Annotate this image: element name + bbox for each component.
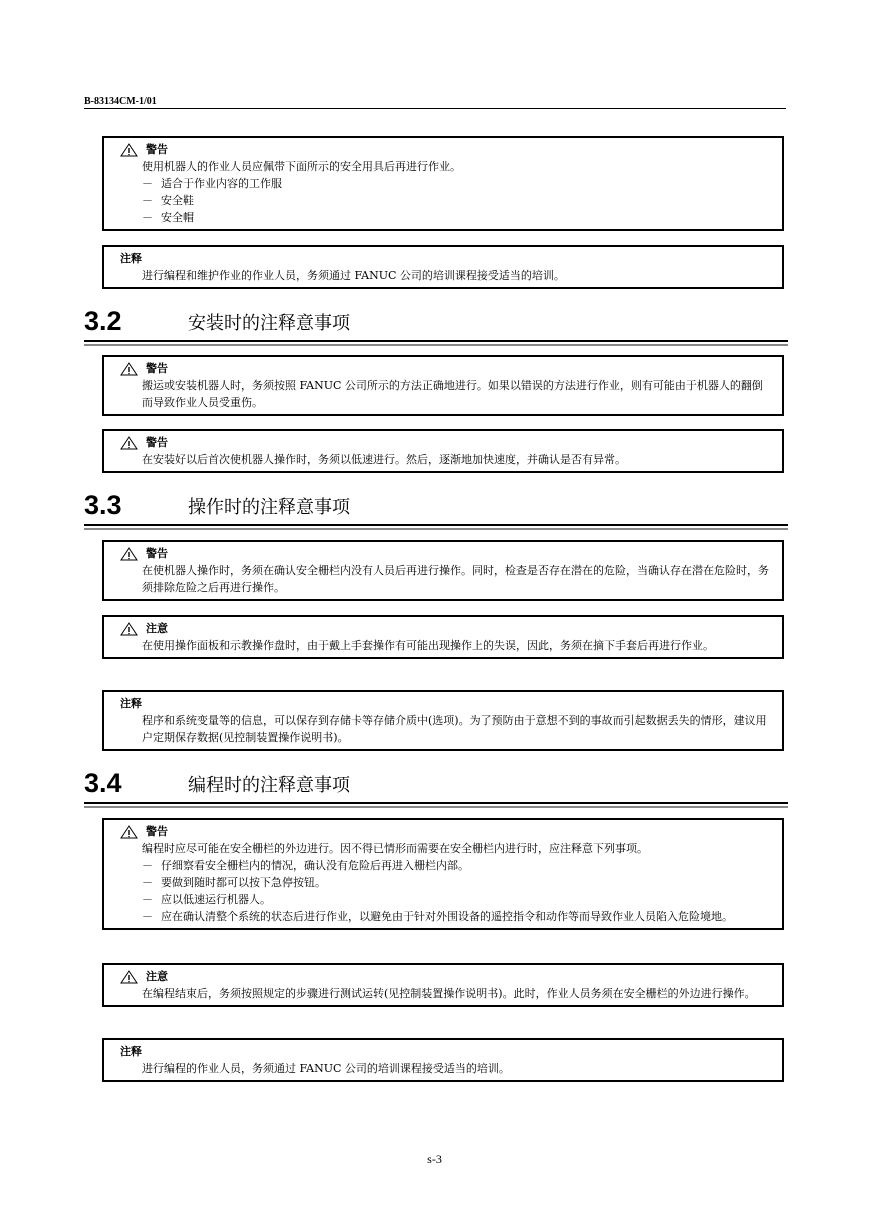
note-box-programmer-training	[102, 1038, 784, 1082]
note-box-training	[102, 245, 784, 289]
section-number: 3.2	[84, 306, 122, 336]
warning-box-programming	[102, 818, 784, 930]
warning-triangle-icon	[120, 547, 138, 561]
document-code: B-83134CM-1/01	[84, 96, 157, 107]
list-item: － 安全帽	[142, 211, 194, 224]
box-text: 搬运或安装机器人时，务须按照 FANUC 公司所示的方法正确地进行。如果以错误的方法进行作业，则有可能由于机器人的翻倒而导致作业人员受重伤。	[142, 379, 763, 409]
list-item: － 应以低速运行机器人。	[142, 893, 271, 906]
box-title: 警告	[146, 436, 168, 449]
section-title: 编程时的注释意事项	[188, 775, 350, 796]
warning-triangle-icon	[120, 143, 138, 157]
warning-triangle-icon	[120, 436, 138, 450]
warning-triangle-icon	[120, 970, 138, 984]
warning-box-operation	[102, 540, 784, 601]
caution-box-test-run	[102, 963, 784, 1007]
list-item: － 应在确认清整个系统的状态后进行作业，以避免由于针对外围设备的遥控指令和动作等而导致作业人员陷入危险境地。	[142, 910, 733, 923]
header-rule	[84, 108, 786, 109]
box-text: 在使用操作面板和示教操作盘时，由于戴上手套操作有可能出现操作上的失误，因此，务须在摘下手套后再进行作业。	[142, 639, 714, 652]
box-text: 进行编程的作业人员，务须通过 FANUC 公司的培训课程接受适当的培训。	[142, 1062, 510, 1075]
box-title: 注释	[120, 1045, 142, 1058]
box-text: 在安装好以后首次使机器人操作时，务须以低速进行。然后，逐渐地加快速度，并确认是否有异常。	[142, 453, 626, 466]
warning-box-transport	[102, 355, 784, 416]
box-text: 在编程结束后，务须按照规定的步骤进行测试运转(见控制装置操作说明书)。此时，作业人员务须在安全栅栏的外边进行操作。	[142, 987, 756, 1000]
box-title: 警告	[146, 143, 168, 156]
list-item: － 仔细察看安全栅栏内的情况，确认没有危险后再进入栅栏内部。	[142, 859, 469, 872]
section-title: 操作时的注释意事项	[188, 497, 350, 518]
warning-box-first-run	[102, 429, 784, 473]
warning-triangle-icon	[120, 622, 138, 636]
box-text: 在使机器人操作时，务须在确认安全栅栏内没有人员后再进行操作。同时，检查是否存在潜在的危险，当确认存在潜在危险时，务须排除危险之后再进行操作。	[142, 564, 769, 594]
box-title: 注释	[120, 252, 142, 265]
list-item: － 适合于作业内容的工作服	[142, 177, 282, 190]
box-title: 注意	[146, 622, 168, 635]
box-text: 使用机器人的作业人员应佩带下面所示的安全用具后再进行作业。	[142, 160, 461, 173]
list-item: － 安全鞋	[142, 194, 194, 207]
section-title: 安装时的注释意事项	[188, 313, 350, 334]
box-title: 警告	[146, 547, 168, 560]
caution-box-gloves	[102, 615, 784, 659]
box-title: 注意	[146, 970, 168, 983]
list-item: － 要做到随时都可以按下急停按钮。	[142, 876, 326, 889]
warning-box-protective-gear	[102, 136, 784, 231]
box-text: 程序和系统变量等的信息，可以保存到存储卡等存储介质中(选项)。为了预防由于意想不到的事故而引起数据丢失的情形，建议用户定期保存数据(见控制装置操作说明书)。	[142, 714, 767, 744]
section-number: 3.4	[84, 768, 122, 798]
box-title: 注释	[120, 697, 142, 710]
warning-triangle-icon	[120, 362, 138, 376]
box-title: 警告	[146, 362, 168, 375]
note-box-backup	[102, 690, 784, 751]
section-number: 3.3	[84, 490, 122, 520]
box-text: 进行编程和维护作业的作业人员，务须通过 FANUC 公司的培训课程接受适当的培训。	[142, 269, 565, 282]
page-number: s-3	[427, 1152, 442, 1166]
box-title: 警告	[146, 825, 168, 838]
warning-triangle-icon	[120, 825, 138, 839]
box-text: 编程时应尽可能在安全栅栏的外边进行。因不得已情形而需要在安全栅栏内进行时，应注释意下列事项。	[142, 842, 648, 855]
